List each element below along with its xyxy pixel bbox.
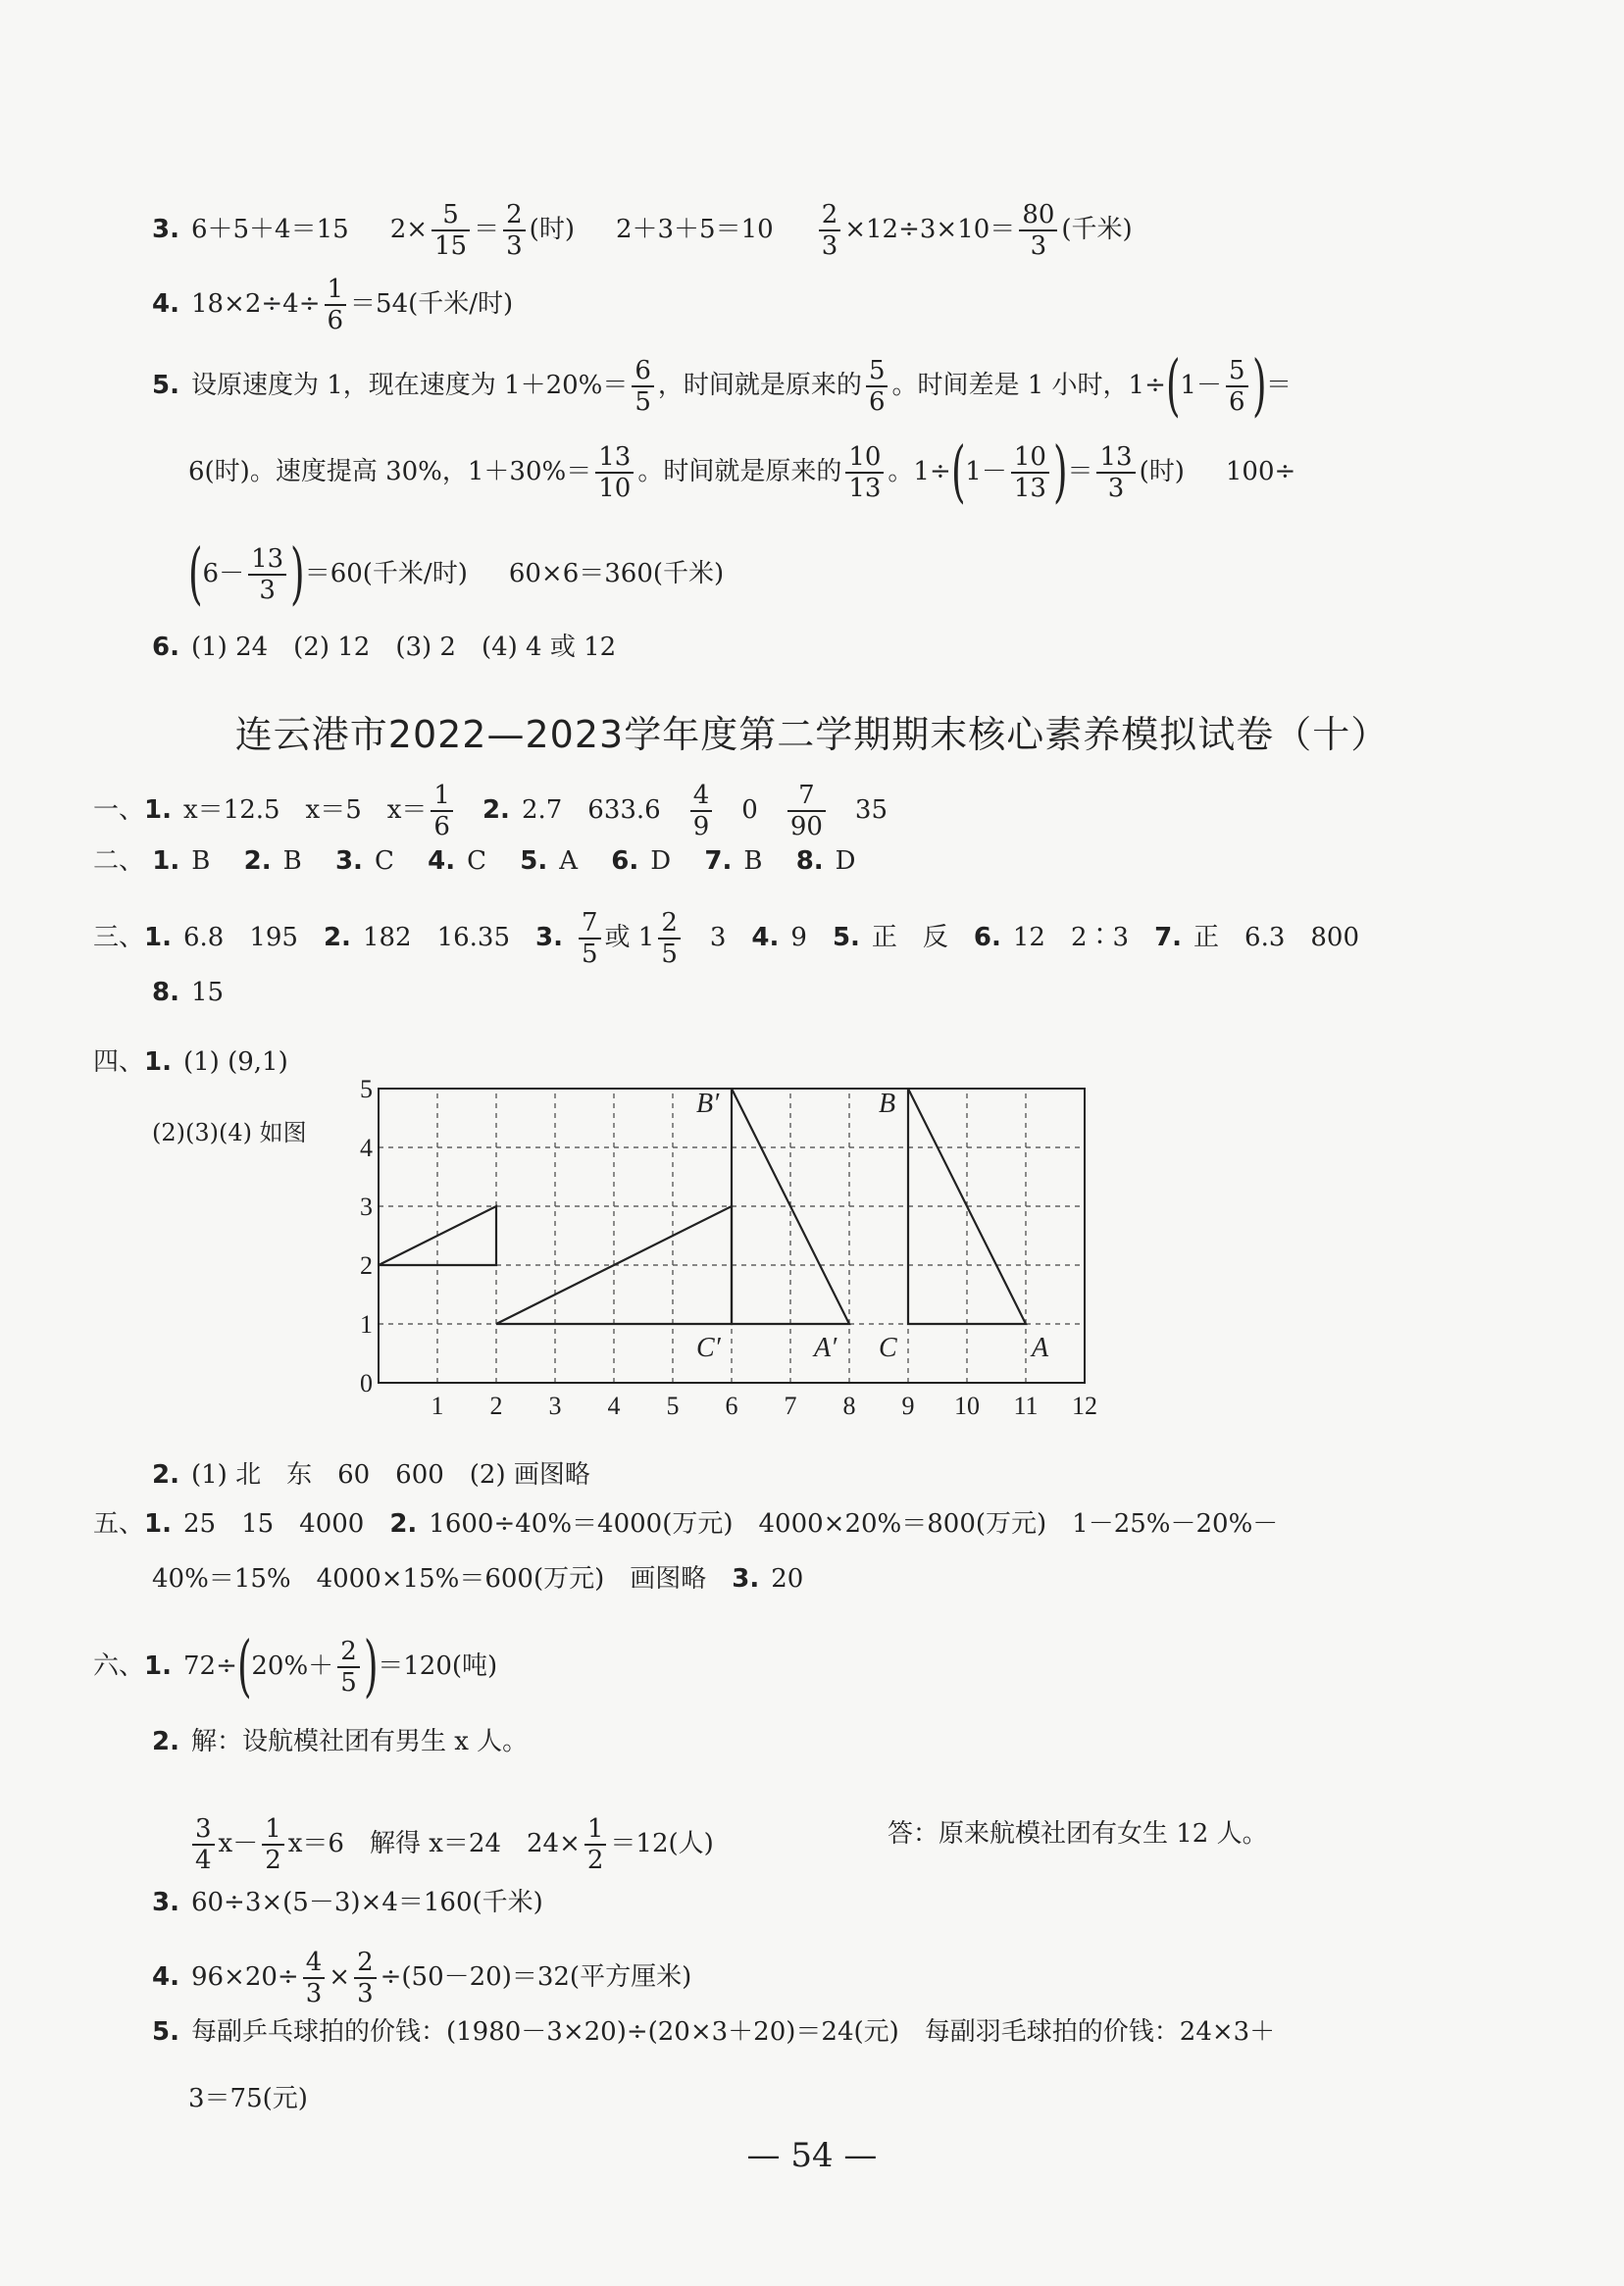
section-6-answer-3: 3. 60÷3×(5－3)×4＝160(千米): [152, 1888, 543, 1917]
x-tick-label: 5: [666, 1392, 680, 1420]
x-tick-label: 9: [901, 1392, 915, 1420]
section-1-answers: 一、1. x＝12.5 x＝5 x＝ $\frac{1}{6}$ 2. 2.7 633.6 $\frac{4}{9}$ 0 $\frac{7}{90}$ 35: [93, 781, 888, 841]
answer-5-line-3: (6－ $\frac{13}{3}$ )＝60(千米/时) 60×6＝360(千米): [187, 535, 725, 613]
answer-6: 6. (1) 24 (2) 12 (3) 2 (4) 4 或 12: [152, 633, 617, 662]
section-4-answer-2: 2. (1) 北 东 60 600 (2) 画图略: [152, 1460, 590, 1490]
choice-answer: 3. C: [334, 846, 394, 876]
x-tick-label: 4: [607, 1392, 621, 1420]
coordinate-grid-figure: [353, 1075, 1108, 1422]
x-tick-label: 11: [1013, 1392, 1039, 1420]
y-tick-label: 1: [360, 1310, 373, 1339]
section-6-answer-2-equation: $\frac{3}{4}$ x－ $\frac{1}{2}$ x＝6 解得 x＝24 24× $\frac{1}{2}$ ＝12(人): [188, 1814, 714, 1875]
page-number: — 54 —: [746, 2136, 878, 2175]
y-tick-label: 4: [360, 1134, 373, 1162]
section-3-answer-8: 8. 15: [152, 978, 225, 1007]
section-6-answer-5: 5. 每副乒乓球拍的价钱：(1980－3×20)÷(20×3＋20)＝24(元) 每副羽毛球拍的价钱：24×3＋: [152, 2017, 1276, 2047]
section-6-answer-5-cont: 3＝75(元): [188, 2084, 308, 2113]
vertex-label: A′: [814, 1333, 837, 1363]
y-tick-label: 5: [360, 1075, 373, 1103]
x-tick-label: 1: [431, 1392, 444, 1420]
choice-answer: 5. A: [520, 846, 578, 876]
section-2-answers: 二、 1. B 2. B 3. C 4. C 5. A 6. D 7. B 8. D: [93, 846, 856, 876]
answer-3: 3. 6＋5＋4＝15 2× $\frac{5}{15}$ ＝ $\frac{2}{3}$ (时) 2＋3＋5＝10 $\frac{2}{3}$ ×12÷3×10＝ $\frac{80}{3}$ (千米): [152, 200, 1133, 261]
answer-4: 4. 18×2÷4÷ $\frac{1}{6}$ ＝54(千米/时): [152, 275, 514, 335]
section-6-answer-2: 2. 解：设航模社团有男生 x 人。: [152, 1727, 529, 1756]
x-tick-label: 8: [842, 1392, 856, 1420]
vertex-label: B: [879, 1089, 896, 1119]
x-tick-label: 6: [725, 1392, 738, 1420]
section-3-answers: 三、1. 6.8 195 2. 182 16.35 3. $\frac{7}{5}$ 或 1 $\frac{2}{5}$ 3 4. 9 5. 正 反 6. 12 2∶3 7. 正 6.3 800: [93, 908, 1360, 969]
y-tick-label: 0: [360, 1369, 373, 1397]
section-6-answer-1: 六、1. 72÷(20%＋ $\frac{2}{5}$ )＝120(吨): [93, 1628, 498, 1705]
x-tick-label: 2: [489, 1392, 503, 1420]
x-tick-label: 12: [1072, 1392, 1097, 1420]
choice-answer: 8. D: [795, 846, 856, 876]
section-6-answer-4: 4. 96×20÷ $\frac{4}{3}$ × $\frac{2}{3}$ ÷(50－20)＝32(平方厘米): [152, 1948, 692, 2008]
section-5-answers-cont: 40%＝15% 4000×15%＝600(万元) 画图略 3. 20: [152, 1564, 804, 1594]
choice-answer: 1. B: [152, 846, 211, 876]
vertex-label: B′: [696, 1089, 720, 1119]
y-tick-label: 3: [360, 1193, 373, 1221]
section-6-answer-2-reply: 答：原来航模社团有女生 12 人。: [888, 1819, 1268, 1849]
y-tick-label: 2: [360, 1251, 373, 1280]
answer-5-line-2: 6(时)。速度提高 30%，1＋30%＝ $\frac{13}{10}$ 。时间就是原来的 $\frac{10}{13}$ 。1÷(1－ $\frac{10}{13}$ )＝ $\frac{13}{3}$ (时) 100÷: [188, 433, 1296, 511]
x-tick-label: 7: [784, 1392, 797, 1420]
vertex-label: A: [1032, 1333, 1049, 1363]
x-tick-label: 10: [954, 1392, 980, 1420]
section-5-answers: 五、1. 25 15 4000 2. 1600÷40%＝4000(万元) 4000×20%＝800(万元) 1－25%－20%－: [93, 1509, 1279, 1539]
choice-answer: 6. D: [611, 846, 672, 876]
choice-answer: 2. B: [243, 846, 302, 876]
choice-answer: 4. C: [428, 846, 486, 876]
x-tick-label: 3: [548, 1392, 562, 1420]
vertex-label: C′: [696, 1333, 721, 1363]
section-title: 连云港市2022—2023学年度第二学期期末核心素养模拟试卷（十）: [234, 713, 1390, 756]
vertex-label: C: [879, 1333, 897, 1363]
section-4-answer-1: 四、1. (1) (9,1): [93, 1047, 288, 1077]
choice-answer: 7. B: [704, 846, 763, 876]
answer-5-line-1: 5. 设原速度为 1，现在速度为 1＋20%＝ $\frac{6}{5}$ ，时间就是原来的 $\frac{5}{6}$ 。时间差是 1 小时，1÷(1－ $\frac{5}{6}$ )＝: [152, 347, 1293, 425]
figure-caption: (2)(3)(4) 如图: [152, 1119, 307, 1146]
